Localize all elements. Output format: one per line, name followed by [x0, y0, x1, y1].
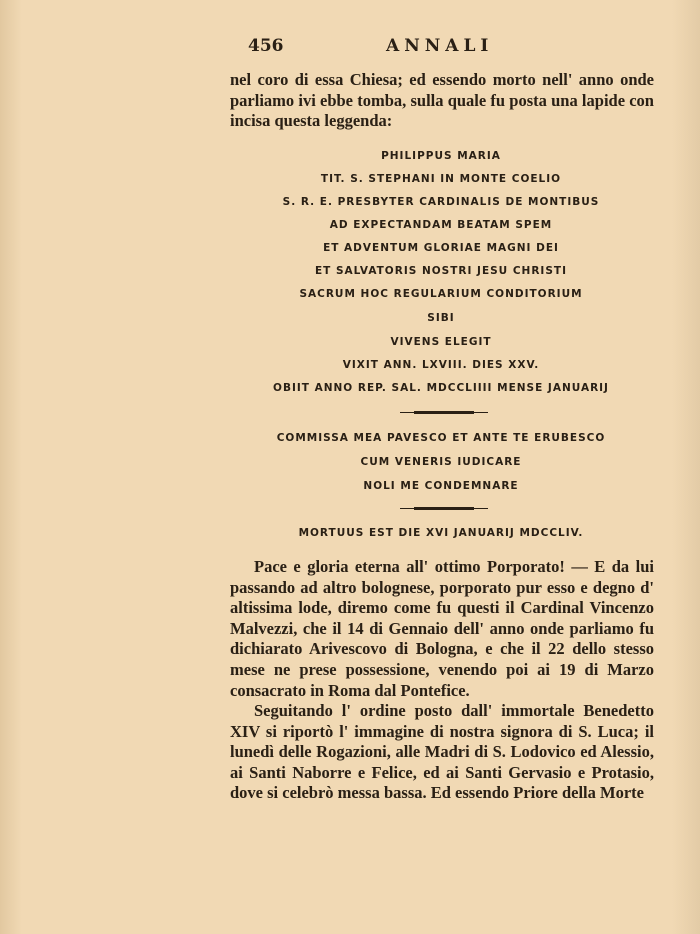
- death-line: MORTUUS EST DIE XVI JANUARIJ MDCCLIV.: [298, 527, 584, 539]
- epitaph-line: SACRUM HOC REGULARIUM CONDITORIUM: [299, 288, 583, 300]
- body-paragraph: Pace e gloria eterna all' ottimo Porporato! — E da lui passando ad altro bolognese, porporato pur esso e degno d' altissima lode, diremo come fu questi il Cardinal Vincenzo Malvezzi, che il 14 di Gennaio dell' anno onde parliamo fu dichiarato Arivescovo di Bologna, e che il 22 dello stesso mese ne prese possessione, venendo poi ai 19 di Marzo consacrato in Roma dal Pontefice.: [230, 557, 654, 700]
- page-header: [248, 36, 508, 58]
- intro-paragraph: nel coro di essa Chiesa; ed essendo morto nell' anno onde parliamo ivi ebbe tomba, sulla quale fu posta una lapide con incisa questa leggenda:: [230, 70, 654, 131]
- prayer-line: CUM VENERIS IUDICARE: [360, 456, 522, 468]
- epitaph-line: ET SALVATORIS NOSTRI JESU CHRISTI: [315, 265, 567, 277]
- epitaph-line: VIXIT ANN. LXVIII. DIES XXV.: [342, 359, 540, 371]
- epitaph-line: S. R. E. PRESBYTER CARDINALIS DE MONTIBUS: [282, 196, 600, 208]
- prayer-line: NOLI ME CONDEMNARE: [363, 480, 519, 492]
- page-number: 456: [248, 36, 284, 56]
- page-edge-right: [672, 0, 700, 934]
- epitaph-line: PHILIPPUS MARIA: [381, 150, 501, 162]
- page-edge-left: [0, 0, 22, 934]
- epitaph-line: SIBI: [427, 312, 455, 324]
- epitaph-line: AD EXPECTANDAM BEATAM SPEM: [329, 219, 553, 231]
- epitaph-line: TIT. S. STEPHANI IN MONTE COELIO: [320, 173, 562, 185]
- prayer-line: COMMISSA MEA PAVESCO ET ANTE TE ERUBESCO: [276, 432, 606, 444]
- epitaph-line: ET ADVENTUM GLORIAE MAGNI DEI: [323, 242, 559, 254]
- section-divider: [414, 411, 474, 414]
- section-divider: [414, 507, 474, 510]
- body-paragraph: Seguitando l' ordine posto dall' immortale Benedetto XIV si riportò l' immagine di nostra signora di S. Luca; il lunedì delle Rogazioni, alle Madri di S. Lodovico ed Alessio, ai Santi Naborre e Felice, ed ai Santi Gervasio e Protasio, dove si celebrò messa bassa. Ed essendo Priore della Morte: [230, 701, 654, 803]
- epitaph-line: VIVENS ELEGIT: [390, 336, 492, 348]
- epitaph-line: OBIIT ANNO REP. SAL. MDCCLIIII MENSE JANUARIJ: [273, 382, 609, 394]
- running-head: ANNALI: [386, 36, 494, 56]
